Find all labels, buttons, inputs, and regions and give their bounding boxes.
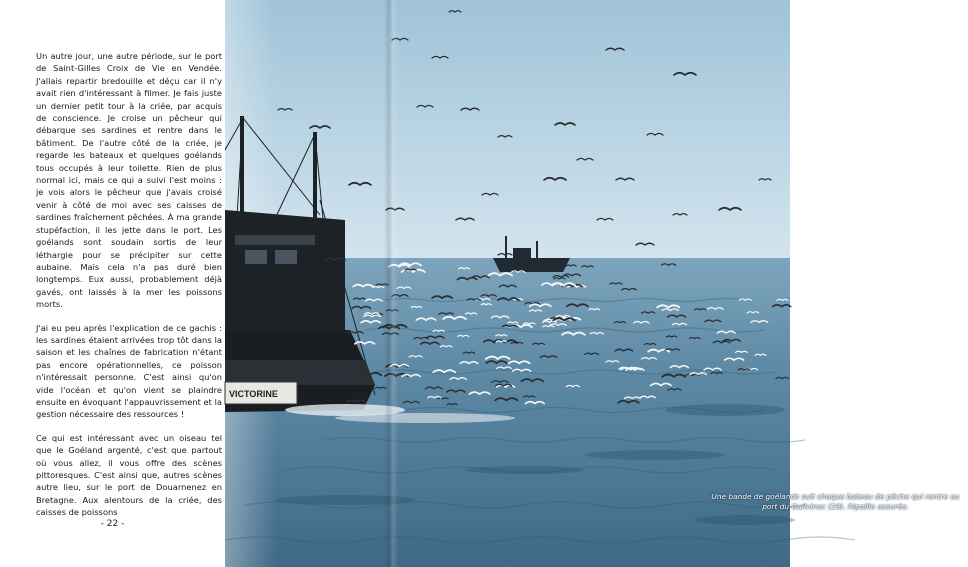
photo-caption: Une bande de goélands suit chaque bateau de pêche qui rentre au port du Guilvinec (29). Ripaille assurée. xyxy=(711,492,960,511)
boat-name: VICTORINE xyxy=(229,389,278,399)
seagulls-fishing-boat-photo xyxy=(225,0,960,567)
paragraph-3: Ce qui est intéressant avec un oiseau tel que le Goéland argenté, c'est que partout où vous allez, il vous offre des scènes pittoresques. C'est ainsi que, autres scènes autre lieu, sur le port de Douarnenez en Bretagne. Aux alentours de la criée, des caisses de poissons xyxy=(36,432,222,518)
photo-illustration xyxy=(225,0,790,567)
paragraph-1: Un autre jour, une autre période, sur le port de Saint-Gilles Croix de Vie en Vendée. J'allais repartir bredouille et déçu car il n'y avait rien d'intéressant à filmer. Je fais juste un dernier petit tour à la criée, par acquis de conscience. Je croise un pêcheur qui débarque ses sardines et rentre dans le bâtiment. De l'autre côté de la criée, je regarde les bateaux et quelques goélands tous occupés à leur toilette. Rien de plus normal ici, mais ce qui a suivi l'est moins : je vois alors le pêcheur que j'avais croisé venir à côté de moi avec ses caisses de sardines fraîchement pêchées. À ma grande stupéfaction, il les jette dans le port. Les goélands sont soudain sortis de leur léthargie pour se précipiter sur cette aubaine. Mais cela n'a pas duré bien longtemps. Eux aussi, probablement déjà gavés, ont laissés à la mer les poissons morts. xyxy=(36,51,222,310)
left-page xyxy=(0,0,225,567)
page-number: - 22 - xyxy=(100,519,125,529)
body-text xyxy=(36,50,222,530)
paragraph-2: J'ai eu peu après l'explication de ce gachis : les sardines étaient arrivées trop tôt dans la saison et les chaînes de fabrication n'étant pas encore opérationnelles, ce poisson n'intéressait personne. C'est ainsi qu'on vide l'océan et qu'on vient se plaindre ensuite en évoquant l'appauvrissement et la gestion nécessaire des ressources ! xyxy=(36,322,222,420)
